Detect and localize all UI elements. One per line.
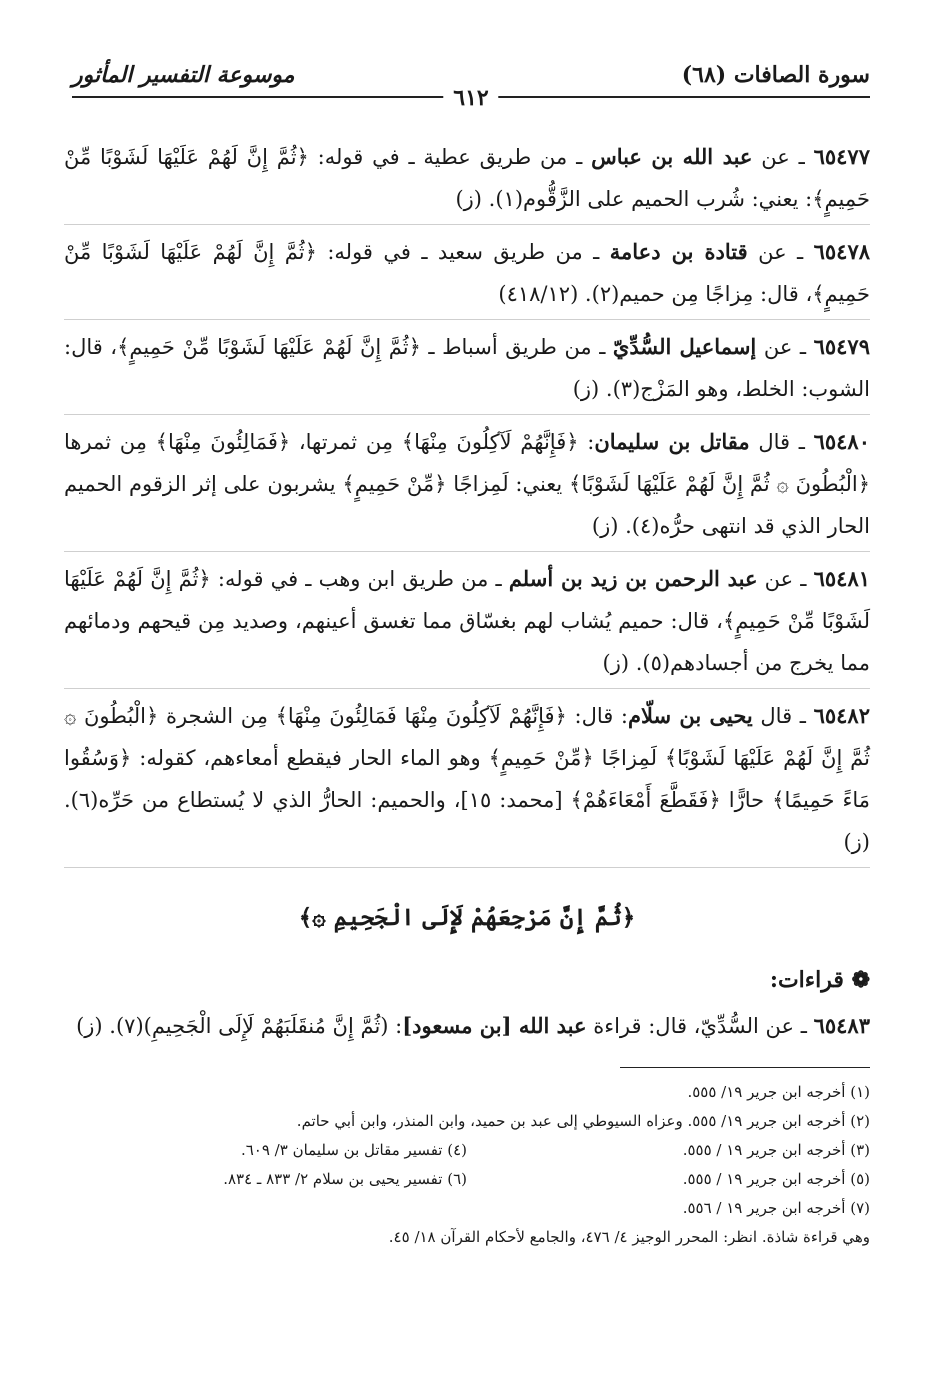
narration-entry	[64, 558, 870, 689]
entry-lead: ـ عن	[761, 145, 805, 169]
quran-verse: ﴿ثُمَّ إِنَّ مَرْجِعَهُمْ لَإِلَى الْجَحِيمِ ۞﴾	[298, 904, 636, 931]
footnote-row	[64, 1136, 870, 1165]
narrator-name: عبد الله بن عباس	[591, 144, 753, 169]
entry-text: : (ثُمَّ إِنَّ مُنقَلَبَهُمْ لَإِلَى الْجَحِيمِ)(٧). (ز)	[76, 1014, 403, 1038]
narration-entry	[64, 326, 870, 415]
entry-number: ٦٥٤٨١	[813, 566, 871, 591]
entry-lead: ـ عن	[764, 567, 807, 591]
footnote: (٤) تفسير مقاتل بن سليمان ٣/ ٦٠٩.	[240, 1141, 467, 1159]
entry-number: ٦٥٤٨٣	[813, 1013, 870, 1038]
footnote-note: وهي قراءة شاذة. انظر: المحرر الوجيز ٤/ ٤٧٦، والجامع لأحكام القرآن ١٨/ ٤٥.	[388, 1228, 870, 1246]
reading-entry	[64, 1005, 870, 1051]
entry-lead: ـ عن	[758, 240, 804, 264]
entry-number: ٦٥٤٧٨	[813, 239, 871, 264]
narration-entry	[64, 136, 870, 225]
narration-entry	[64, 231, 870, 320]
footnote: (٧) أخرجه ابن جرير ١٩ / ٥٥٦.	[682, 1199, 870, 1217]
entry-text: ـ من طريق سعيد ـ في قوله: ﴿ثُمَّ إِنَّ لَهُمْ عَلَيْهَا لَشَوْبًا مِّنْ حَمِيمٍ﴾، قال: مِزاجًا مِن حميم(٢). (٤١٨/١٢)	[64, 240, 870, 306]
footnote: (٢) أخرجه ابن جرير ١٩/ ٥٥٥. وعزاه السيوطي إلى عبد بن حميد، وابن المنذر، وابن أبي حاتم.	[296, 1112, 870, 1130]
entry-lead: ـ عن	[763, 335, 807, 359]
book-title: موسوعة التفسير المأثور	[72, 62, 295, 88]
footnote: (٣) أخرجه ابن جرير ١٩ / ٥٥٥.	[682, 1141, 870, 1159]
narration-entry	[64, 421, 870, 552]
footnote-row	[64, 1165, 870, 1194]
narrator-name: مقاتل بن سليمان	[594, 429, 750, 454]
flower-icon: ❁	[851, 967, 870, 993]
entry-text: ـ من طريق ابن وهب ـ في قوله: ﴿ثُمَّ إِنَّ لَهُمْ عَلَيْهَا لَشَوْبًا مِّنْ حَمِيمٍ﴾، قال: حميم يُشاب لهم بغسّاق مما تغسق أعينهم، وصديد مِن قيحهم ودمائهم مما يخرج من أجسادهم(٥). (ز)	[64, 567, 870, 675]
entry-lead: ـ قال	[758, 430, 805, 454]
entry-lead: ـ عن السُّدِّيّ، قال: قراءة	[593, 1014, 807, 1038]
narrator-name: إسماعيل السُّدِّيّ	[612, 334, 757, 359]
footnote: (٥) أخرجه ابن جرير ١٩ / ٥٥٥.	[682, 1170, 870, 1188]
entry-number: ٦٥٤٧٧	[813, 144, 870, 169]
narration-entry	[64, 695, 870, 868]
footnote: (٦) تفسير يحيى بن سلام ٢/ ٨٣٣ ـ ٨٣٤.	[223, 1170, 467, 1188]
entry-text: : ﴿فَإِنَّهُمْ لَآكِلُونَ مِنْهَا﴾ مِن ثمرتها، ﴿فَمَالِئُونَ مِنْهَا﴾ مِن ثمرها ﴿الْبُطُونَ ۞ ثُمَّ إِنَّ لَهُمْ عَلَيْهَا لَشَوْبًا﴾ يعني: لَمِزاجًا ﴿مِّنْ حَمِيمٍ﴾ يشربون على إثر الزقوم الحميم الحار الذي قد انتهى حرُّه(٤). (ز)	[64, 430, 870, 538]
entry-number: ٦٥٤٧٩	[813, 334, 870, 359]
section-title-text: قراءات:	[769, 967, 844, 993]
entry-lead: ـ قال	[760, 704, 806, 728]
narrator-name: قتادة بن دعامة	[609, 239, 748, 264]
page-number: ٦١٢	[443, 85, 498, 111]
entry-text: ـ من طريق أسباط ـ ﴿ثُمَّ إِنَّ لَهُمْ عَلَيْهَا لَشَوْبًا مِّنْ حَمِيمٍ﴾، قال: الشوب: الخلط، وهو المَزْج(٣). (ز)	[64, 335, 870, 401]
entry-text: ـ من طريق عطية ـ في قوله: ﴿ثُمَّ إِنَّ لَهُمْ عَلَيْهَا لَشَوْبًا مِّنْ حَمِيمٍ﴾: يعني: شُرب الحميم على الزَّقُّوم(١). (ز)	[64, 145, 870, 211]
footnotes	[64, 1078, 870, 1252]
narrator-name: عبد الله [بن مسعود]	[402, 1013, 587, 1038]
narrator-name: عبد الرحمن بن زيد بن أسلم	[508, 566, 758, 591]
page-body	[64, 136, 870, 1252]
page-header	[72, 58, 870, 111]
footnote-rule	[620, 1067, 870, 1068]
entry-number: ٦٥٤٨٢	[813, 703, 870, 728]
entry-text: : قال: ﴿فَإِنَّهُمْ لَآكِلُونَ مِنْهَا فَمَالِئُونَ مِنْهَا﴾ مِن الشجرة ﴿الْبُطُونَ ۞ ثُمَّ إِنَّ لَهُمْ عَلَيْهَا لَشَوْبًا﴾ لَمِزاجًا ﴿مِّنْ حَمِيمٍ﴾ وهو الماء الحار فيقطع أمعاءهم، كقوله: ﴿وَسُقُوا مَاءً حَمِيمًا﴾ حارًّا ﴿فَقَطَّعَ أَمْعَاءَهُمْ﴾ [محمد: ١٥]، والحميم: الحارُّ الذي لا يُستطاع من حَرِّه(٦). (ز)	[64, 704, 870, 854]
surah-title: سورة الصافات (٦٨)	[681, 62, 870, 88]
narrator-name: يحيى بن سلّام	[628, 703, 753, 728]
entry-number: ٦٥٤٨٠	[813, 429, 870, 454]
section-title	[64, 967, 870, 993]
footnote: (١) أخرجه ابن جرير ١٩/ ٥٥٥.	[687, 1083, 870, 1101]
